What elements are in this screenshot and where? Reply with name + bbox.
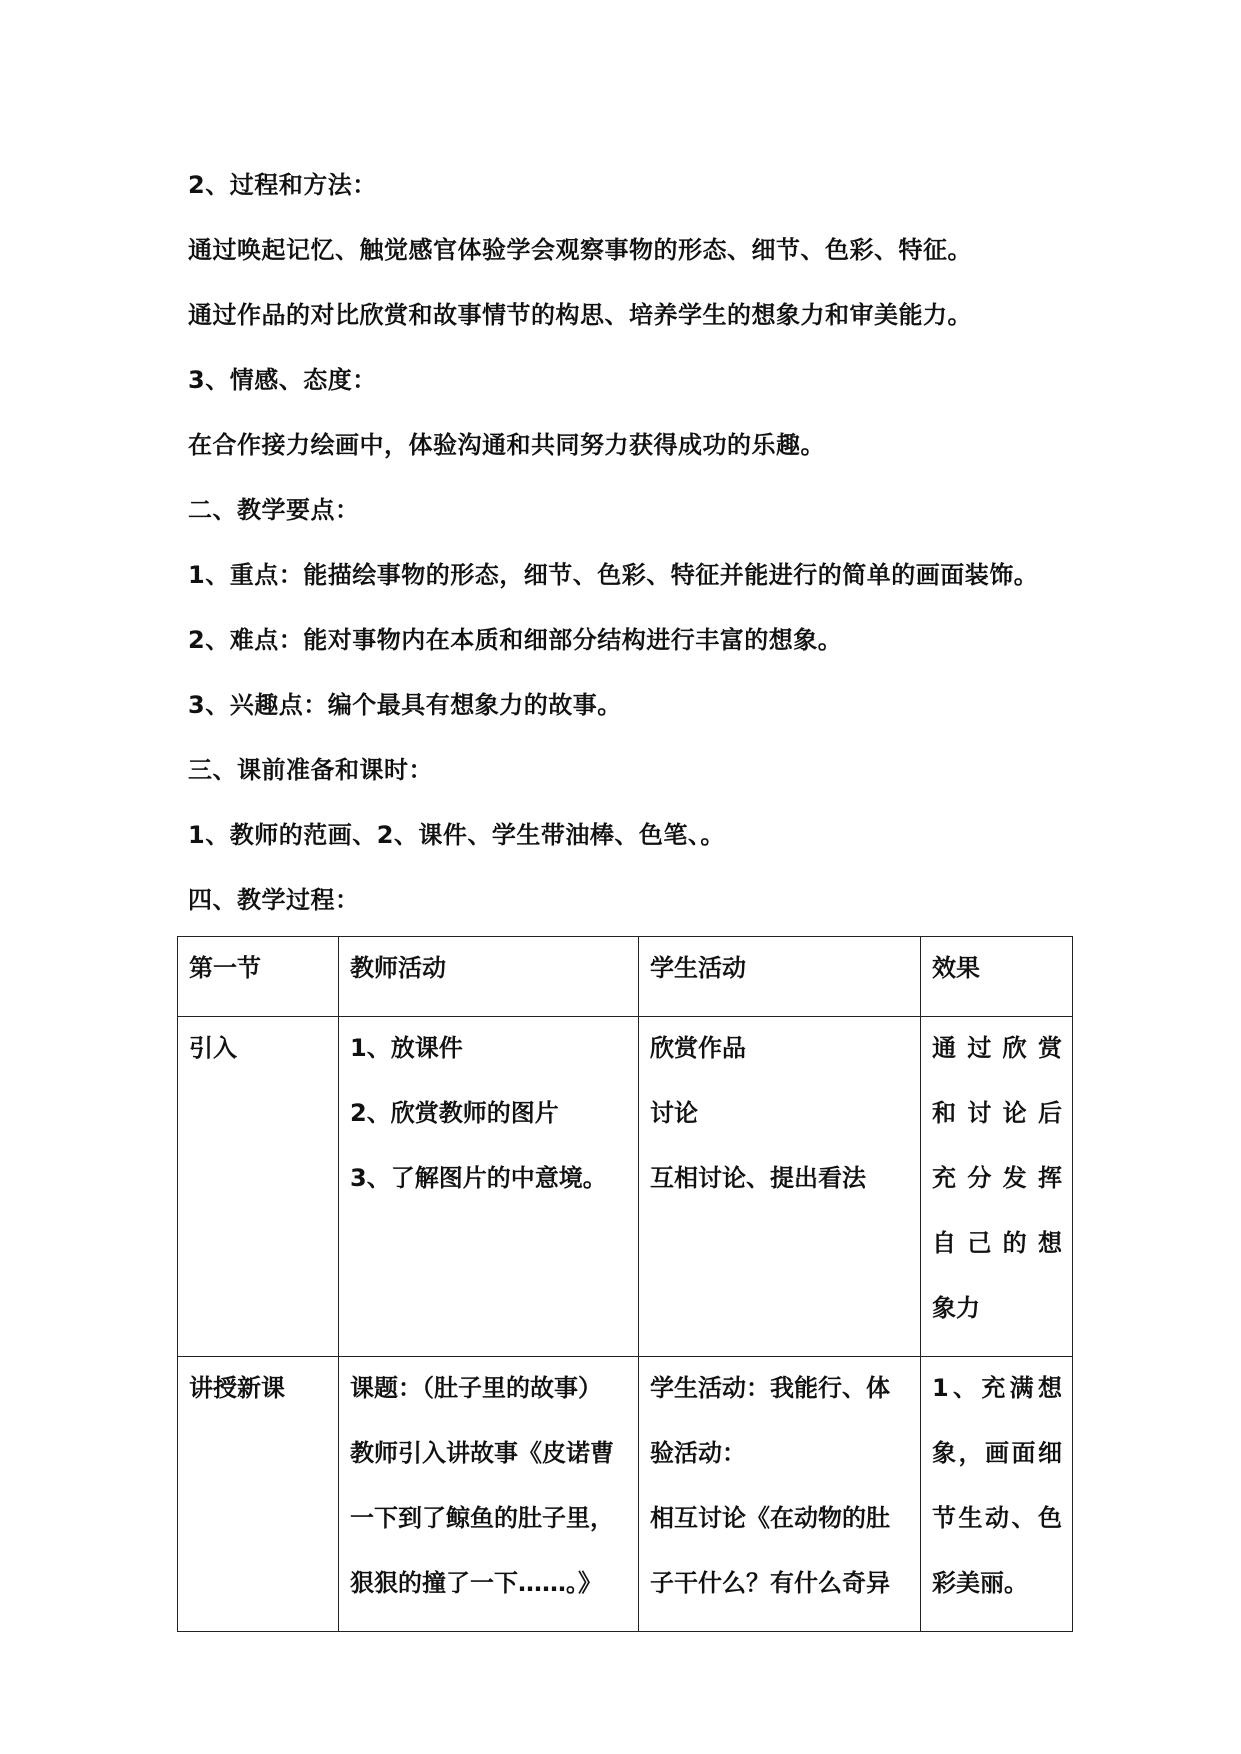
section-teaching-points-heading: 二、教学要点：: [188, 496, 360, 524]
cell-effect: 1、充满想 象，画面细 节生动、色 彩美丽。: [921, 1357, 1073, 1632]
cell-section: 讲授新课: [178, 1357, 339, 1632]
paragraph-cooperation: 在合作接力绘画中，体验沟通和共同努力获得成功的乐趣。: [188, 431, 825, 459]
paragraph-difficulty: 2、难点：能对事物内在本质和细部分结构进行丰富的想象。: [188, 626, 843, 654]
header-cell-section: 第一节: [178, 937, 339, 1017]
cell-student-activity: 学生活动：我能行、体 验活动： 相互讨论《在动物的肚 子干什么？有什么奇异: [639, 1357, 921, 1632]
teaching-process-table: [177, 936, 1073, 1632]
cell-teacher-activity: 1、放课件 2、欣赏教师的图片 3、了解图片的中意境。: [339, 1017, 639, 1357]
paragraph-process-method-heading: 2、过程和方法：: [188, 171, 377, 199]
table-header-row: [178, 937, 1073, 1017]
section-process-heading: 四、教学过程：: [188, 886, 360, 914]
paragraph-interest-point: 3、兴趣点：编个最具有想象力的故事。: [188, 691, 622, 719]
cell-section: 引入: [178, 1017, 339, 1357]
paragraph-observe: 通过唤起记忆、触觉感官体验学会观察事物的形态、细节、色彩、特征。: [188, 236, 972, 264]
header-cell-teacher: 教师活动: [339, 937, 639, 1017]
header-cell-student: 学生活动: [639, 937, 921, 1017]
section-preparation-heading: 三、课前准备和课时：: [188, 756, 433, 784]
cell-effect: 通过欣赏 和讨论后 充分发挥 自己的想 象力: [921, 1017, 1073, 1357]
paragraph-emotion-heading: 3、情感、态度：: [188, 366, 377, 394]
cell-student-activity: 欣赏作品 讨论 互相讨论、提出看法: [639, 1017, 921, 1357]
cell-teacher-activity: 课题：（肚子里的故事） 教师引入讲故事《皮诺曹 一下到了鲸鱼的肚子里， 狠狠的撞了一下……。》: [339, 1357, 639, 1632]
paragraph-key-point: 1、重点：能描绘事物的形态，细节、色彩、特征并能进行的简单的画面装饰。: [188, 561, 1039, 589]
table-row: [178, 1017, 1073, 1357]
header-cell-effect: 效果: [921, 937, 1073, 1017]
paragraph-materials: 1、教师的范画、2、课件、学生带油棒、色笔、。: [188, 821, 725, 849]
table-row: [178, 1357, 1073, 1632]
paragraph-imagination: 通过作品的对比欣赏和故事情节的构思、培养学生的想象力和审美能力。: [188, 301, 972, 329]
